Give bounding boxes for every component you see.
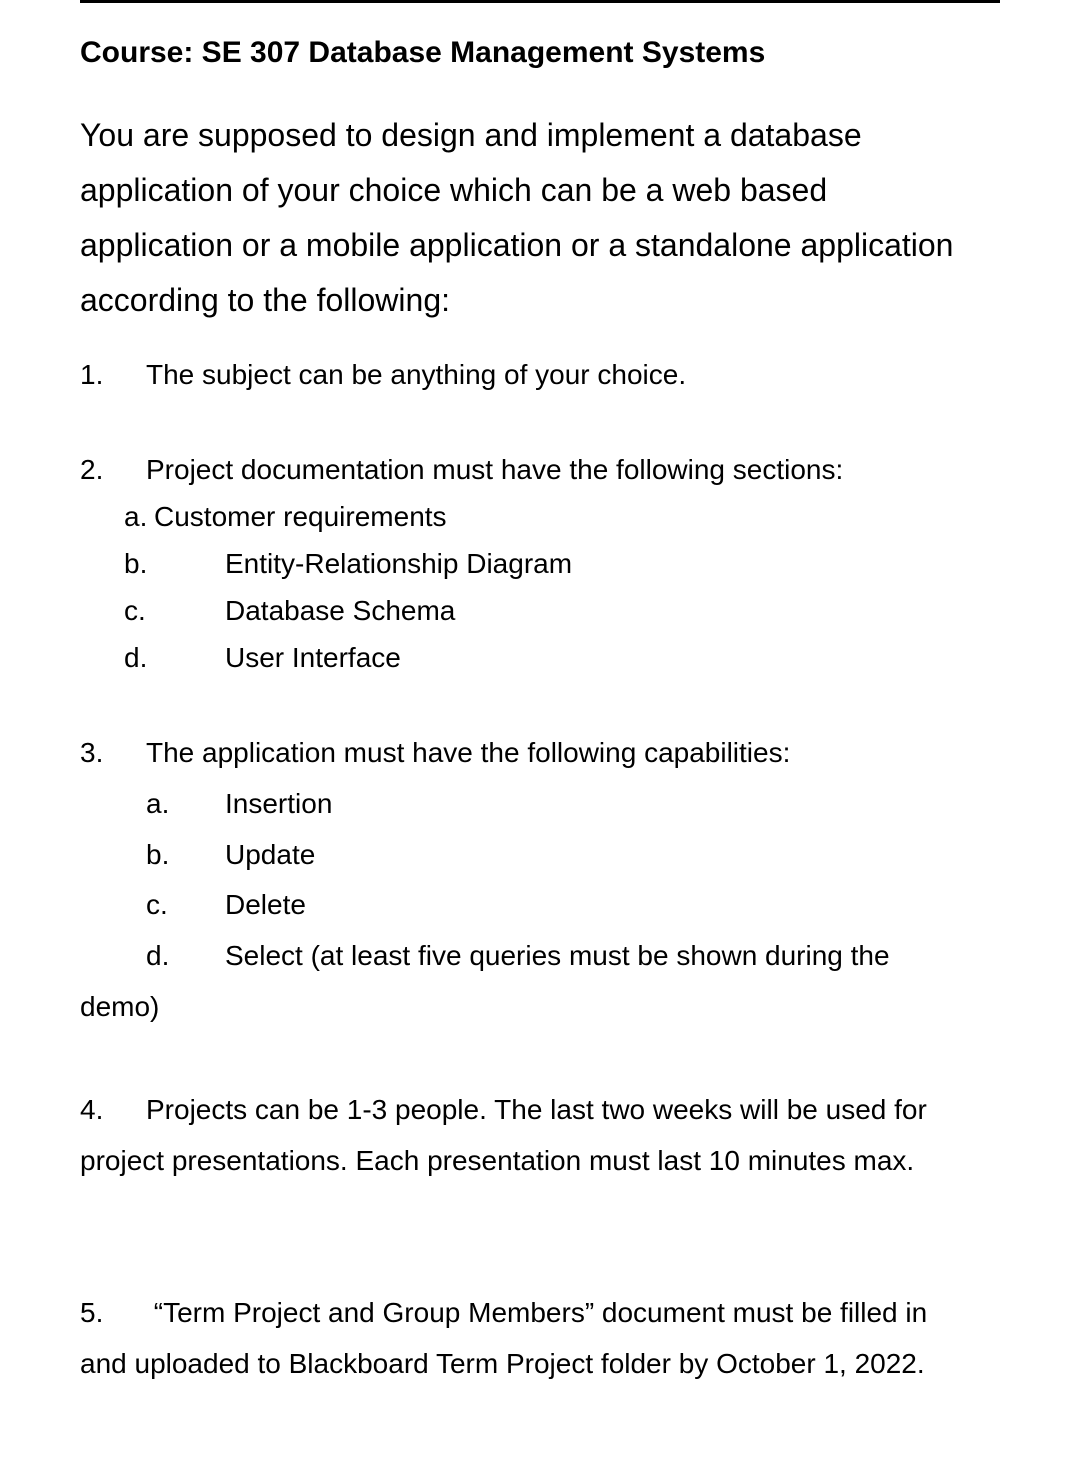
- item-2c-letter: c.: [124, 595, 146, 626]
- item-2-number: 2.: [80, 454, 104, 485]
- item-1-number: 1.: [80, 359, 104, 390]
- item-2a-text: Customer requirements: [154, 501, 447, 532]
- item-5-number: 5.: [80, 1297, 104, 1328]
- item-3b-letter: b.: [146, 839, 170, 870]
- item-4-text: Projects can be 1-3 people. The last two weeks will be used for project presentations. Each presentation must last 10 minutes max.: [80, 1094, 927, 1176]
- item-2b-letter: b.: [124, 548, 148, 579]
- item-3d-text: Select (at least five queries must be shown during the: [225, 940, 890, 971]
- intro-paragraph: You are supposed to design and implement a database application of your choice which can be a web based application or a mobile application or a standalone application according to the following:: [80, 117, 954, 318]
- item-2a-letter: a.: [124, 501, 148, 532]
- item-4-number: 4.: [80, 1094, 104, 1125]
- item-3d-letter: d.: [146, 940, 170, 971]
- item-3-text: The application must have the following capabilities:: [146, 737, 791, 768]
- item-3c-text: Delete: [225, 889, 306, 920]
- item-2d-text: User Interface: [225, 642, 401, 673]
- item-2b-text: Entity-Relationship Diagram: [225, 548, 573, 579]
- document-title: Course: SE 307 Database Management Systems: [80, 36, 766, 69]
- item-5-text: “Term Project and Group Members” document must be filled in and uploaded to Blackboard Term Project folder by October 1, 2022.: [80, 1297, 928, 1379]
- item-3b-text: Update: [225, 839, 316, 870]
- item-3a-text: Insertion: [225, 788, 333, 819]
- item-3c-letter: c.: [146, 889, 168, 920]
- item-2-text: Project documentation must have the following sections:: [146, 454, 844, 485]
- item-4-paragraph: [80, 1084, 1010, 1186]
- item-3a-letter: a.: [146, 788, 170, 819]
- item-3-number: 3.: [80, 737, 104, 768]
- item-2d-letter: d.: [124, 642, 148, 673]
- item-3-continuation: demo): [80, 991, 160, 1022]
- item-5-paragraph: [80, 1287, 960, 1389]
- top-rule: [80, 0, 1000, 3]
- item-1-text: The subject can be anything of your choice.: [146, 359, 687, 390]
- item-2c-text: Database Schema: [225, 595, 456, 626]
